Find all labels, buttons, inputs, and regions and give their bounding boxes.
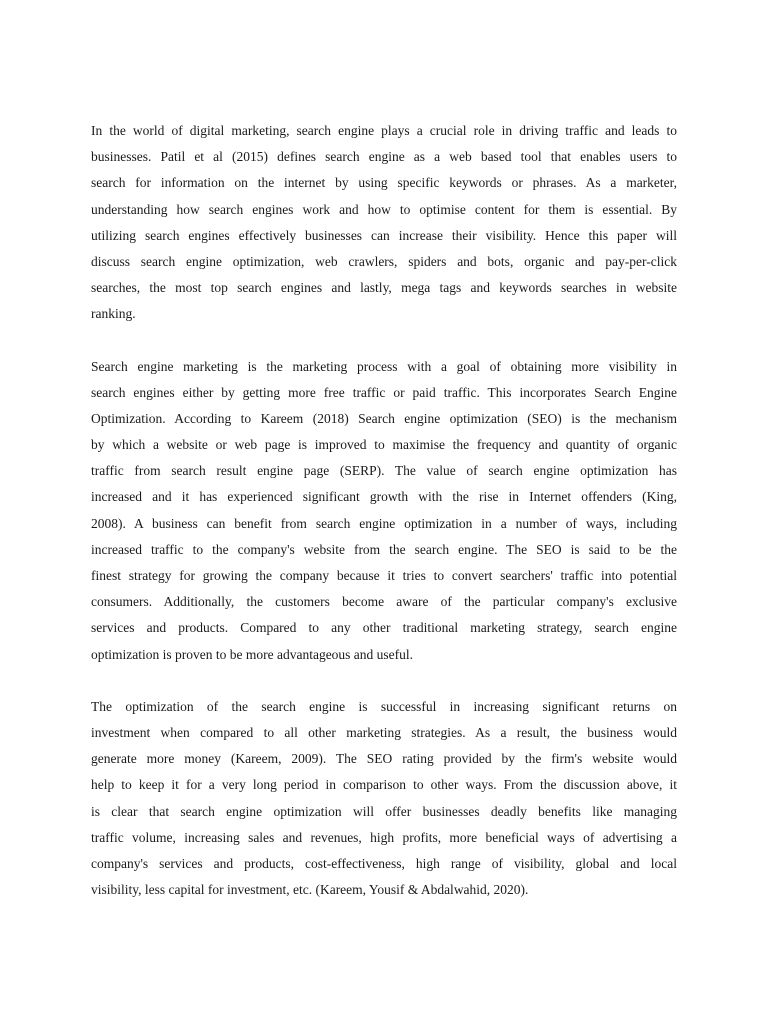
text-line: traffic volume, increasing sales and revenues, high profits, more beneficial ways of advertising a	[91, 829, 677, 845]
text-line: is clear that search engine optimization will offer businesses deadly benefits like managing	[91, 803, 677, 819]
text-line: utilizing search engines effectively businesses can increase their visibility. Hence this paper will	[91, 227, 677, 243]
text-line: services and products. Compared to any other traditional marketing strategy, search engine	[91, 620, 677, 636]
text-line: businesses. Patil et al (2015) defines search engine as a web based tool that enables users to	[91, 149, 677, 165]
text-line: increased traffic to the company's website from the search engine. The SEO is said to be the	[91, 541, 677, 557]
text-line: company's services and products, cost-effectiveness, high range of visibility, global and local	[91, 855, 677, 871]
text-line: In the world of digital marketing, search engine plays a crucial role in driving traffic and leads to	[91, 123, 677, 138]
text-line: search engines either by getting more free traffic or paid traffic. This incorporates Search Engine	[91, 384, 677, 400]
text-line: finest strategy for growing the company because it tries to convert searchers' traffic into potential	[91, 568, 677, 583]
text-line: consumers. Additionally, the customers become aware of the particular company's exclusive	[91, 594, 677, 610]
text-line: optimization is proven to be more advantageous and useful.	[91, 646, 414, 662]
paragraph-search-engine-marketing	[91, 354, 677, 668]
text-line: Optimization. According to Kareem (2018) Search engine optimization (SEO) is the mechanism	[91, 410, 677, 426]
text-line: visibility, less capital for investment, etc. (Kareem, Yousif & Abdalwahid, 2020).	[91, 882, 529, 898]
text-line: ranking.	[91, 306, 136, 322]
text-line: increased and it has experienced significant growth with the rise in Internet offenders (King,	[91, 489, 677, 505]
text-line: help to keep it for a very long period in comparison to other ways. From the discussion above, it	[91, 777, 677, 793]
paragraph-seo-benefits	[91, 694, 677, 904]
paragraph-search-engine-intro	[91, 118, 677, 328]
text-line: generate more money (Kareem, 2009). The SEO rating provided by the firm's website would	[91, 751, 677, 767]
text-line: investment when compared to all other marketing strategies. As a result, the business would	[91, 724, 677, 740]
text-line: discuss search engine optimization, web crawlers, spiders and bots, organic and pay-per-click	[91, 253, 677, 269]
text-line: by which a website or web page is improved to maximise the frequency and quantity of organic	[91, 437, 677, 453]
text-line: 2008). A business can benefit from search engine optimization in a number of ways, including	[91, 515, 677, 531]
text-line: traffic from search result engine page (SERP). The value of search engine optimization has	[91, 463, 677, 479]
text-line: The optimization of the search engine is successful in increasing significant returns on	[91, 698, 677, 714]
text-line: searches, the most top search engines and lastly, mega tags and keywords searches in website	[91, 280, 677, 296]
text-line: search for information on the internet by using specific keywords or phrases. As a marketer,	[91, 175, 677, 191]
document-body	[91, 118, 677, 929]
text-line: Search engine marketing is the marketing process with a goal of obtaining more visibility in	[91, 358, 677, 374]
text-line: understanding how search engines work and how to optimise content for them is essential. By	[91, 201, 677, 217]
